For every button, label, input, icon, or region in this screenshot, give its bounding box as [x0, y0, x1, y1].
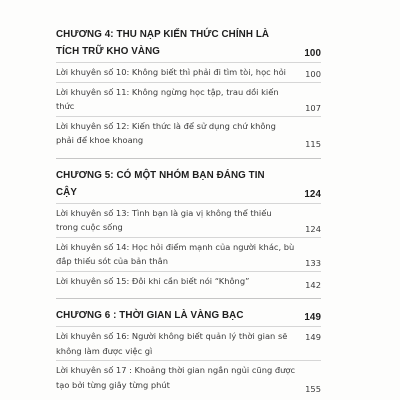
chapter-heading — [56, 307, 321, 326]
entry-title: Lời khuyên số 13: Tình bạn là gia vị không thể thiếu trong cuộc sống — [56, 207, 272, 232]
entry-title: Lời khuyên số 17 : Khoảng thời gian ngắn ngủi cũng được tạo bởi từng giây từng phút — [56, 365, 296, 390]
chapter-title: CHƯƠNG 5: CÓ MỘT NHÓM BẠN ĐÁNG TIN CẬY — [56, 169, 265, 198]
chapter-page-number: 149 — [304, 312, 321, 323]
entry-title: Lời khuyên số 10: Không biết thì phải đi tìm tòi, học hỏi — [56, 67, 286, 77]
table-of-contents — [56, 26, 321, 400]
entry-page-number: 100 — [305, 69, 321, 79]
chapter-6 — [56, 307, 321, 396]
entry-page-number: 133 — [305, 258, 321, 268]
entry-page-number: 115 — [305, 139, 321, 149]
chapter-heading — [56, 167, 321, 203]
toc-entry — [56, 62, 321, 82]
entry-title: Lời khuyên số 16: Người không biết quản lý thời gian sẽ không làm được việc gì — [56, 331, 288, 356]
entry-page-number: 124 — [305, 224, 321, 234]
chapter-page-number: 124 — [304, 188, 321, 200]
entry-title: Lời khuyên số 15: Đôi khi cần biết nói “Không” — [56, 275, 250, 286]
toc-entry — [56, 271, 321, 293]
entry-page-number: 142 — [305, 279, 321, 290]
chapter-divider — [56, 158, 321, 159]
chapter-title: CHƯƠNG 6 : THỜI GIAN LÀ VÀNG BẠC — [56, 310, 244, 321]
toc-entry — [56, 82, 321, 116]
toc-entry — [56, 360, 321, 396]
chapter-4 — [56, 26, 321, 152]
chapter-5 — [56, 167, 321, 293]
chapter-page-number: 100 — [304, 48, 321, 59]
entry-title: Lời khuyên số 14: Học hỏi điểm mạnh của người khác, bù đắp thiếu sót của bản thân — [56, 241, 295, 266]
toc-entry — [56, 116, 321, 152]
toc-entry — [56, 237, 321, 271]
toc-entry — [56, 203, 321, 237]
entry-page-number: 155 — [305, 383, 321, 394]
entry-page-number: 107 — [305, 103, 321, 113]
toc-entry — [56, 326, 321, 360]
entry-title: Lời khuyên số 12: Kiến thức là để sử dụng chứ không phải để khoe khoang — [56, 120, 276, 145]
entry-title: Lời khuyên số 11: Không ngừng học tập, trau dồi kiến thức — [56, 86, 279, 111]
entry-page-number: 149 — [305, 332, 321, 342]
chapter-divider — [56, 298, 321, 299]
chapter-title: CHƯƠNG 4: THU NẠP KIẾN THỨC CHÍNH LÀ TÍCH TRỮ KHO VÀNG — [56, 29, 270, 57]
chapter-heading — [56, 26, 321, 62]
